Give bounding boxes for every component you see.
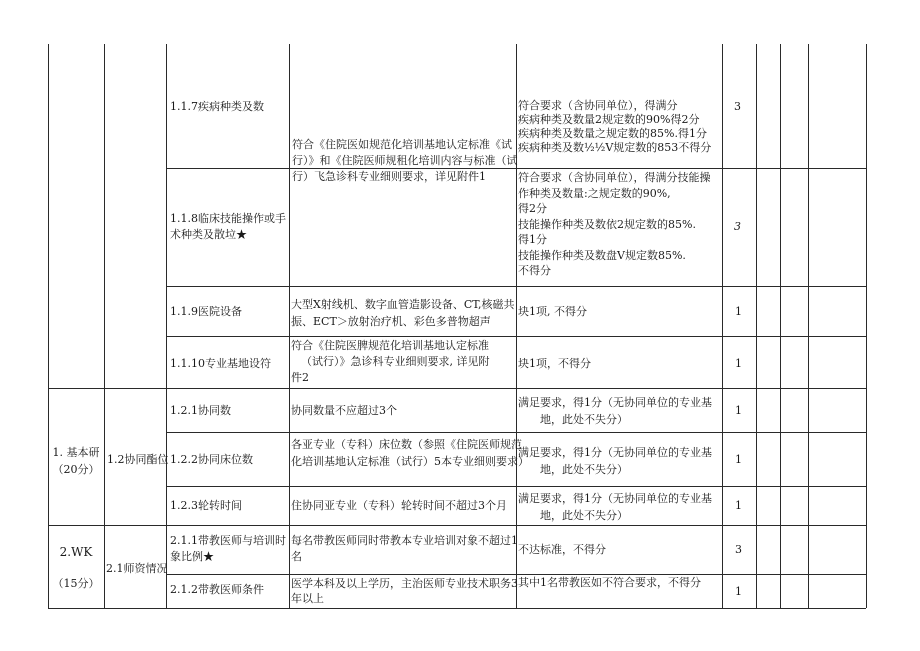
grid-line (166, 432, 866, 433)
item-name: 1.1.9医院设备 (170, 305, 242, 318)
scoring-rule: 其中1名带教医如不符合要求，不得分 (518, 576, 701, 589)
grid-line (289, 44, 290, 608)
standard-text: 住协同亚专业（专科）轮转时间不超过3个月 (291, 499, 507, 512)
grid-line (166, 44, 167, 608)
text-line: 象比例★ (170, 550, 214, 563)
standard-text (291, 338, 490, 386)
scoring-rule: 块1项，不得分 (518, 357, 591, 370)
grid-line (808, 44, 809, 608)
category-label: 2.WK (59, 545, 93, 559)
scoring-rule (518, 444, 712, 478)
subcategory-label: 1.2协同酯位 (107, 453, 169, 466)
text-line: 符合《住院医如规范化培训基地认定标准《试 (292, 138, 512, 151)
grid-line (722, 44, 723, 608)
grid-line (166, 574, 866, 575)
text-line: 振、ECT＞放射治疗机、彩色多普物超声 (291, 315, 491, 328)
text-line: 技能操作种类及数依2规定数的85%. (518, 217, 696, 231)
scoring-rule: 块1项, 不得分 (518, 305, 587, 318)
grid-line (756, 44, 757, 608)
points-value: 1 (735, 453, 742, 466)
points-value: 3 (734, 220, 741, 233)
scoring-rule (518, 99, 711, 155)
text-line: 年以上 (291, 592, 324, 605)
text-line: 每名带教医师同时带教本专业培训对象不超过1 (291, 534, 518, 547)
grid-line (48, 525, 866, 526)
text-line: 作种类及数量:之规定数的90%, (518, 186, 671, 200)
item-name: 1.2.3轮转时间 (170, 499, 242, 512)
text-line: 符合《住院医脾规范化培训基地认定标准 (291, 339, 489, 352)
text-line: 化培训基地认定标准（试行）5本专业细则要求） (291, 455, 529, 468)
points-value: 3 (734, 100, 741, 113)
text-line: （试行）》急诊科专业细则要求, 详见附 (301, 355, 490, 368)
text-line: 地，此处不失分） (540, 463, 628, 476)
standard-text (291, 296, 514, 330)
item-name: 1.1.10专业基地设符 (170, 357, 271, 370)
text-line: 满足要求，得1分（无协同单位的专业基 (518, 396, 712, 409)
grid-line (866, 44, 867, 608)
text-line: 名 (291, 550, 302, 563)
text-line: 不得分 (518, 264, 551, 277)
text-line: 满足要求，得1分（无协同单位的专业基 (518, 446, 712, 459)
text-line: 行）飞急诊科专业细则要求，详见附件1 (292, 170, 486, 183)
grid-line (48, 44, 49, 608)
standard-text (291, 576, 518, 606)
text-line: 符合要求（含协同单位），得满分技能操 (518, 171, 711, 184)
points-value: 1 (735, 585, 742, 598)
scoring-rule (518, 490, 712, 524)
text-line: 大型X射线机、数字血管造影设备、CT,核磁共 (291, 298, 515, 311)
item-name: 1.1.7疾病种类及数 (170, 100, 264, 113)
category-score: （15分） (52, 577, 100, 590)
scoring-rule (518, 394, 712, 428)
item-name: 1.2.1协同数 (170, 404, 231, 417)
grid-line (104, 44, 105, 608)
grid-line (166, 486, 866, 487)
text-line: 地，此处不失分） (540, 509, 628, 522)
scoring-rule: 不达标准，不得分 (518, 543, 606, 556)
points-value: 1 (735, 357, 742, 370)
text-line: 符合要求（含协同单位），得满分 (518, 99, 678, 112)
scoring-rule (518, 170, 711, 279)
text-line: 地，此处不失分） (540, 413, 628, 426)
text-line: 疾病种类及数量2规定数的90%得2分 (518, 113, 700, 126)
grid-line (48, 388, 866, 389)
standard-text (292, 137, 518, 185)
standard-text (291, 533, 518, 565)
standard-text (291, 436, 529, 470)
text-line: 1. 基本研 (52, 446, 100, 459)
item-name (170, 211, 286, 243)
item-name (170, 533, 286, 565)
grid-line (516, 44, 517, 608)
text-line: 1.1.8临床技能操作或手 (170, 212, 286, 225)
text-line: 术种类及散垃★ (170, 228, 247, 241)
grid-line (780, 44, 781, 608)
grid-line (48, 608, 866, 609)
standard-text: 协同数量不应超过3个 (291, 404, 397, 417)
item-name: 1.2.2协同床位数 (170, 453, 253, 466)
points-value: 3 (735, 543, 742, 556)
text-line: 各亚专业（专科）床位数（参照《住院医师规范 (291, 438, 522, 451)
subcategory-label: 2.1师资情况 (106, 562, 168, 575)
text-line: 疾病种类及数量之规定数的85%.得1分 (518, 127, 707, 140)
points-value: 1 (735, 499, 742, 512)
grid-line (166, 336, 866, 337)
text-line: 件2 (291, 371, 309, 384)
item-name: 2.1.2带教医师条件 (170, 583, 264, 596)
text-line: 得1分 (518, 233, 547, 246)
text-line: 2.1.1带教医师与培训时 (170, 534, 286, 547)
points-value: 1 (735, 305, 742, 318)
text-line: 医学本科及以上学历，主治医师专业技术职务3 (291, 577, 518, 590)
text-line: 行）》和《住院医师规租化培训内容与标准（试 (292, 154, 518, 167)
grid-line (166, 286, 866, 287)
text-line: 满足要求，得1分（无协同单位的专业基 (518, 492, 712, 505)
text-line: （20分） (52, 463, 100, 476)
points-value: 1 (735, 404, 742, 417)
text-line: 得2分 (518, 202, 547, 215)
category-label (50, 444, 102, 478)
text-line: 疾病种类及数½½V规定数的853不得分 (518, 141, 712, 154)
text-line: 技能操作种类及数盘V规定数85%. (518, 248, 686, 262)
